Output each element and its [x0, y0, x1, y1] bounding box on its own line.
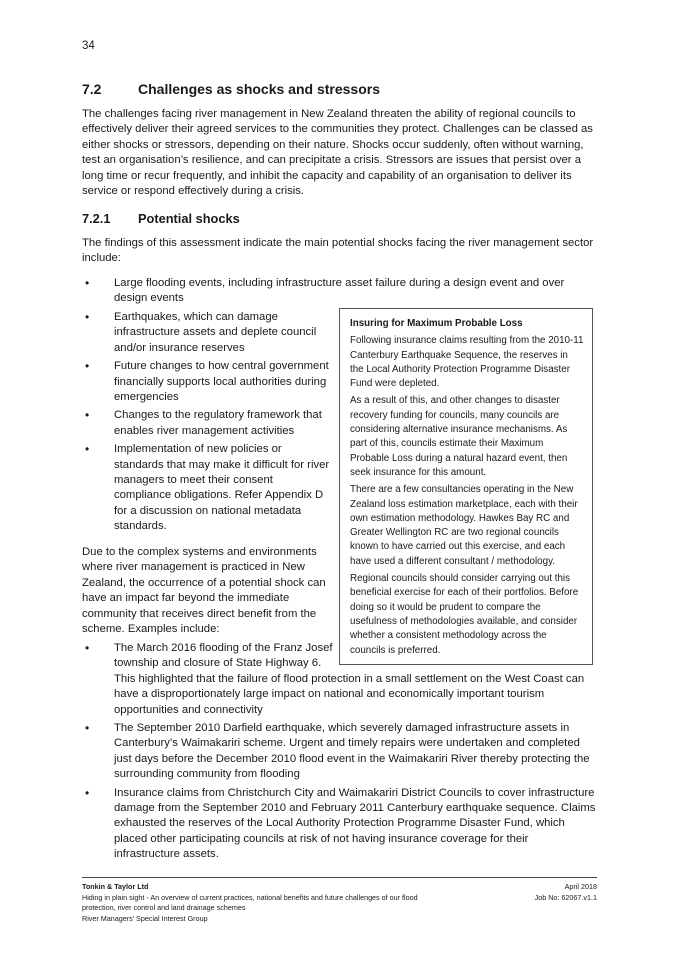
section-title: Challenges as shocks and stressors: [138, 81, 380, 97]
footer-report-title: Hiding in plain sight - An overview of current practices, national benefits and future challenges of our flood protection, river control and land drainage schemes: [82, 892, 418, 912]
shock-list: [82, 310, 332, 538]
callout-paragraph: As a result of this, and other changes to disaster recovery funding for councils, many councils are considering alternative insurance mechanisms. As part of this, councils estimate their Maximum Probable Loss during a natural hazard event, then seek insurance for this amount.: [350, 395, 568, 478]
example-text: The March 2016 flooding of the Franz Josef township and closure of State Highway 6. This highlighted that the failure of flood protection in a small settlement on the West Coast can have a disproportionately large impact on national and economically important tourism opportunities and connectivity: [114, 642, 585, 716]
bullet-icon: •: [85, 641, 90, 655]
subsection-number: 7.2.1: [82, 211, 111, 226]
example-text: The September 2010 Darfield earthquake, which severely damaged infrastructure assets in Canterbury’s Waimakariri scheme. Urgent and timely repairs were undertaken and completed just days before the December 2010 flood event in the Waimakariri River thereby protecting the surrounding community from flooding: [114, 722, 590, 781]
callout-paragraph: Regional councils should consider carrying out this beneficial exercise for each of their portfolios. Before doing so it would be prudent to compare the usefulness of methodologies available, and consider whether a consistent methodology across the councils is preferred.: [350, 573, 579, 656]
section-intro: The challenges facing river management in New Zealand threaten the ability of regional councils to effectively deliver their agreed services to the communities they protect. Challenges can be classed as either shocks or stressors, depending on their nature. Shocks occur suddenly, often without warning, test an organisation’s resilience, and can precipitate a crisis. Stressors are issues that persist over a long time or recur frequently, and inhibit the capacity and capability of an organisation to deliver its service or respond effectively during a crisis.: [82, 108, 593, 198]
examples-container: [82, 641, 597, 866]
list-item: • Large flooding events, including infrastructure asset failure during a design event and over design events: [82, 276, 597, 307]
bullet-icon: •: [85, 785, 90, 800]
complexity-paragraph: Due to the complex systems and environments where river management is practiced in New Zealand, the occurrence of a potential shock can have an impact far beyond the immediate community that receives direct benefit from the scheme. Examples include:: [82, 546, 326, 636]
section-heading: [82, 81, 380, 97]
list-item: [82, 786, 597, 863]
footer-company: Tonkin & Taylor Ltd: [82, 882, 149, 891]
subsection-title: Potential shocks: [138, 211, 240, 226]
section-number: 7.2: [82, 81, 102, 97]
footer-date: April 2018: [564, 882, 597, 891]
callout-box: [339, 308, 593, 665]
bullet-icon: •: [85, 721, 90, 736]
example-text: Insurance claims from Christchurch City and Waimakariri District Councils to cover infrastructure damage from the September 2010 and February 2011 Canterbury earthquake sequence. Claims exhausted the reserves of the Local Authority Protection Programme Disaster Fund, which placed other participating councils at risk of not having insurance coverage for their infrastructure assets.: [114, 786, 596, 861]
callout-paragraph: Following insurance claims resulting from the 2010-11 Canterbury Earthquake Sequence, the reserves in the Local Authority Protection Programme Disaster Fund were depleted.: [350, 335, 584, 390]
subsection-heading: [82, 211, 240, 226]
shock-list-first: [82, 276, 597, 310]
page-number: 34: [82, 40, 95, 52]
list-item: • Implementation of new policies or standards that may make it difficult for river managers to meet their consent compliance obligations. Refer Appendix D for a discussion on national metadata standards.: [82, 442, 332, 534]
footer-client: River Managers’ Special Interest Group: [82, 913, 208, 923]
list-item: • Earthquakes, which can damage infrastructure assets and deplete council and/or insurance reserves: [82, 310, 332, 356]
list-item: • Future changes to how central government financially supports local authorities during emergencies: [82, 359, 332, 405]
footer-left: [82, 882, 442, 924]
list-item: • Changes to the regulatory framework that enables river management activities: [82, 408, 332, 439]
subsection-intro: The findings of this assessment indicate the main potential shocks facing the river management sector include:: [82, 237, 594, 265]
footer-divider: [82, 877, 597, 878]
callout-title: Insuring for Maximum Probable Loss: [350, 318, 523, 329]
footer-job-no: Job No: 62067.v1.1: [534, 892, 597, 902]
footer-right: [535, 882, 597, 903]
callout-paragraph: There are a few consultancies operating in the New Zealand loss estimation marketplace, each with their own estimation methodology. Hawkes Bay RC and Greater Wellington RC are two regional councils known to have carried out this exercise, and each have used a different consultant / methodology.: [350, 484, 578, 567]
list-item: [82, 721, 597, 783]
